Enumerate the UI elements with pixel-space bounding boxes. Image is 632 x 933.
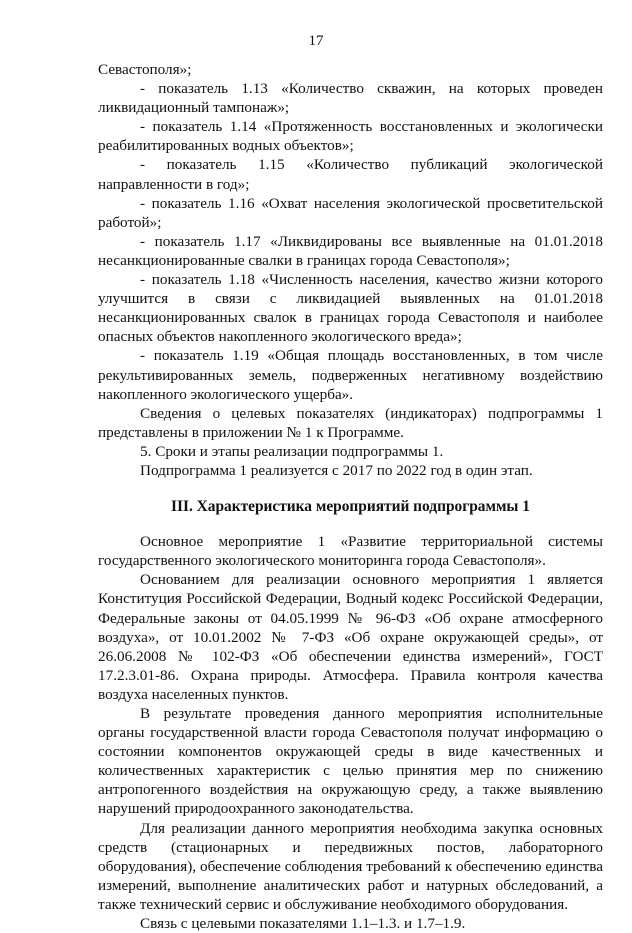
indicator-1-15: - показатель 1.15 «Количество публикаций экологической направленности в год»;	[98, 156, 603, 193]
legal-basis-paragraph: Основанием для реализации основного мероприятия 1 является Конституция Российской Федерации, Водный кодекс Российской Федерации, Федеральные законы от 04.05.1999 № 96-ФЗ «Об охране атмосферного воздуха», от 10.01.2002 № 7-ФЗ «Об охране окружающей среды», от 26.06.2008 № 102-ФЗ «Об обеспечении единства измерений», ГОСТ 17.2.3.01-86. Охрана природы. Атмосфера. Правила контроля качества воздуха населенных пунктов.	[98, 571, 603, 703]
indicator-1-18: - показатель 1.18 «Численность населения, качество жизни которого улучшится в связи с ликвидацией выявленных на 01.01.2018 несанкционированных свалок в границах города Севастополя и наиболее опасных объектов накопленного экологического вреда»;	[98, 271, 603, 346]
indicator-1-19: - показатель 1.19 «Общая площадь восстановленных, в том числе рекультивированных земель, подверженных негативному воздействию накопленного экологического ущерба».	[98, 347, 603, 403]
paragraph-continuation: Севастополя»;	[98, 61, 192, 78]
indicator-1-13: - показатель 1.13 «Количество скважин, на которых проведен ликвидационный тампонаж»;	[98, 80, 603, 117]
section-heading: III. Характеристика мероприятий подпрограммы 1	[171, 498, 530, 516]
implementation-period-paragraph: Подпрограмма 1 реализуется с 2017 по 2022 год в один этап.	[140, 461, 533, 479]
page-number: 17	[308, 33, 324, 49]
main-activity-paragraph: Основное мероприятие 1 «Развитие территориальной системы государственного экологического мониторинга города Севастополя».	[98, 533, 603, 570]
indicators-reference-paragraph: Сведения о целевых показателях (индикаторах) подпрограммы 1 представлены в приложении № 1 к Программе.	[98, 404, 603, 441]
indicator-1-16: - показатель 1.16 «Охват населения экологической просветительской работой»;	[98, 194, 603, 231]
indicator-1-14: - показатель 1.14 «Протяженность восстановленных и экологически реабилитированных водных объектов»;	[98, 118, 603, 155]
terms-and-stages-paragraph: 5. Сроки и этапы реализации подпрограммы 1.	[140, 442, 444, 460]
document-body	[98, 60, 603, 933]
target-indicators-link-paragraph: Связь с целевыми показателями 1.1–1.3. и 1.7–1.9.	[140, 915, 466, 933]
indicator-1-17: - показатель 1.17 «Ликвидированы все выявленные на 01.01.2018 несанкционированные свалки в границах города Севастополя»;	[98, 232, 603, 269]
results-paragraph: В результате проведения данного мероприятия исполнительные органы государственной власти города Севастополя получат информацию о состоянии компонентов окружающей среды в виде качественных и количественных характеристик с целью принятия мер по снижению антропогенного воздействия на окружающую среду, а также выявлению нарушений природоохранного законодательства.	[98, 705, 603, 818]
procurement-paragraph: Для реализации данного мероприятия необходима закупка основных средств (стационарных и передвижных постов, лабораторного оборудования), обеспечение соблюдения требований к обеспечению единства измерений, выполнение аналитических работ и натурных обследований, а также технический сервис и обслуживание необходимого оборудования.	[98, 819, 603, 913]
